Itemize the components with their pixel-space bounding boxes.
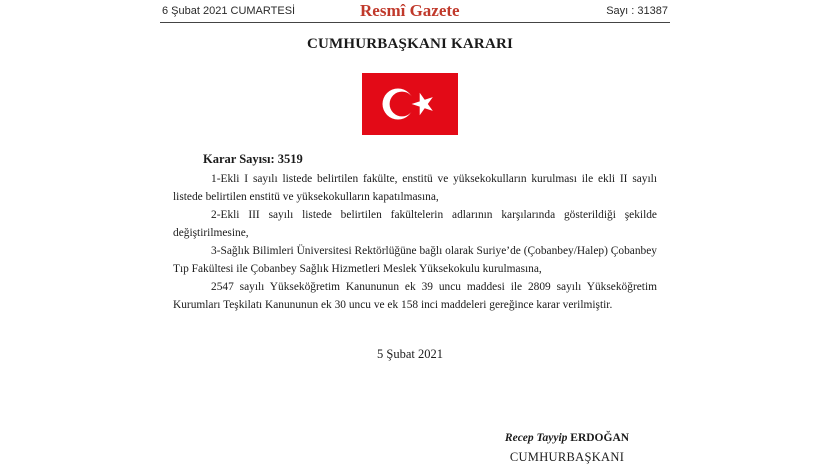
signature-block: [472, 432, 662, 465]
header-date: 6 Şubat 2021 CUMARTESİ: [162, 5, 296, 17]
issue-number: Sayı : 31387: [606, 5, 668, 17]
decision-date: 5 Şubat 2021: [377, 347, 443, 361]
decision-item-2: 2-Ekli III sayılı listede belirtilen fakültelerin adlarının karşılarında gösterildiği şekilde değiştirilmesine,: [173, 209, 657, 239]
gazette-header: [160, 0, 670, 22]
signatory-first-names: Recep Tayyip: [504, 432, 568, 444]
header-divider: [160, 22, 670, 23]
legal-basis: 2547 sayılı Yükseköğretim Kanununun ek 39 uncu maddesi ile 2809 sayılı Yükseköğretim Kurumları Teşkilatı Kanununun ek 30 uncu ve ek 158 inci maddeleri gereğince karar verilmiştir.: [173, 281, 657, 311]
turkish-flag-icon: [362, 73, 458, 135]
decision-title: CUMHURBAŞKANI KARARI: [306, 36, 514, 52]
decision-item-1: 1-Ekli I sayılı listede belirtilen fakülte, enstitü ve yüksekokulların kurulması ile ekli II sayılı listede belirtilen enstitü ve yüksekokulların kapatılmasına,: [173, 173, 657, 203]
signatory-name: [472, 432, 662, 444]
signatory-surname: ERDOĞAN: [570, 432, 630, 444]
decision-item-3: 3-Sağlık Bilimleri Üniversitesi Rektörlüğüne bağlı olarak Suriye’de (Çobanbey/Halep) Çobanbey Tıp Fakültesi ile Çobanbey Sağlık Hizmetleri Meslek Yüksekokulu kurulmasına,: [173, 245, 657, 275]
decision-number: Karar Sayısı: 3519: [203, 152, 303, 166]
signatory-title: CUMHURBAŞKANI: [509, 450, 625, 464]
gazette-title: Resmî Gazete: [360, 1, 460, 20]
flag-crescent-inner: [390, 92, 415, 117]
decision-body: [173, 170, 657, 314]
